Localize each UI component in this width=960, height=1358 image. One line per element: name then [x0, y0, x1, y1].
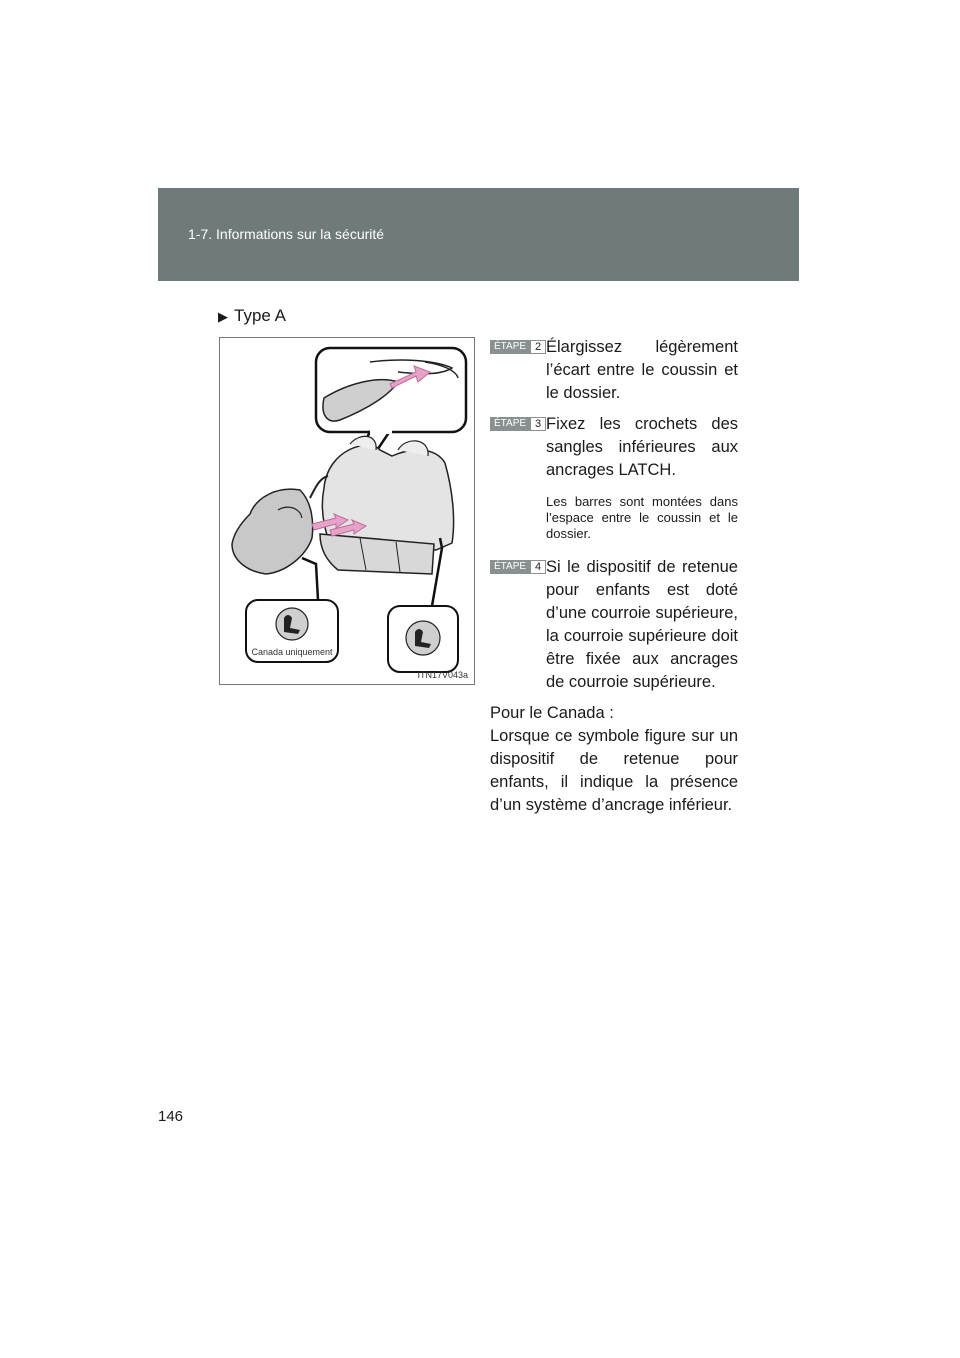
step-text: Fixez les crochets des sangles inférieures aux ancrages LATCH. [546, 415, 738, 479]
child-seat-illustration [220, 338, 474, 684]
child-seat-shape [232, 489, 313, 574]
step-2 [490, 336, 738, 405]
section-title: 1-7. Informations sur la sécurité [188, 226, 385, 242]
canada-only-label: Canada uniquement [251, 647, 333, 657]
step-tag: ÉTAPE 4 [490, 560, 546, 574]
instructions-column [490, 336, 738, 817]
step-text: Si le dispositif de retenue pour enfants est doté d’une courroie supérieure, la courroie supérieure doit être fixée aux ancrages de courroie supérieure. [546, 558, 738, 691]
seat-back-shape [322, 445, 453, 550]
figure-code: ITN17V043a [417, 670, 468, 680]
type-heading [218, 306, 286, 326]
callout-line-left [302, 558, 318, 600]
canada-heading: Pour le Canada : [490, 704, 614, 722]
section-header [158, 188, 799, 281]
step-note: Les barres sont montées dans l’espace entre le coussin et le dossier. [546, 494, 738, 541]
page-number: 146 [158, 1108, 184, 1125]
callout-pointer-mask [370, 426, 392, 434]
step-text: Élargissez légèrement l’écart entre le coussin et le dossier. [546, 338, 738, 402]
step-3 [490, 413, 738, 542]
canada-text: Lorsque ce symbole figure sur un dispositif de retenue pour enfants, il indique la présence d’un système d’ancrage inférieur. [490, 727, 738, 814]
step-tag: ÉTAPE 2 [490, 340, 546, 354]
triangle-marker-icon: ▶ [218, 309, 228, 324]
latch-symbol-icon [276, 608, 308, 640]
illustration-frame [219, 337, 475, 685]
step-4 [490, 556, 738, 694]
step-tag: ÉTAPE 3 [490, 417, 546, 431]
type-heading-text: Type A [234, 306, 286, 325]
latch-symbol-icon-2 [406, 621, 440, 655]
